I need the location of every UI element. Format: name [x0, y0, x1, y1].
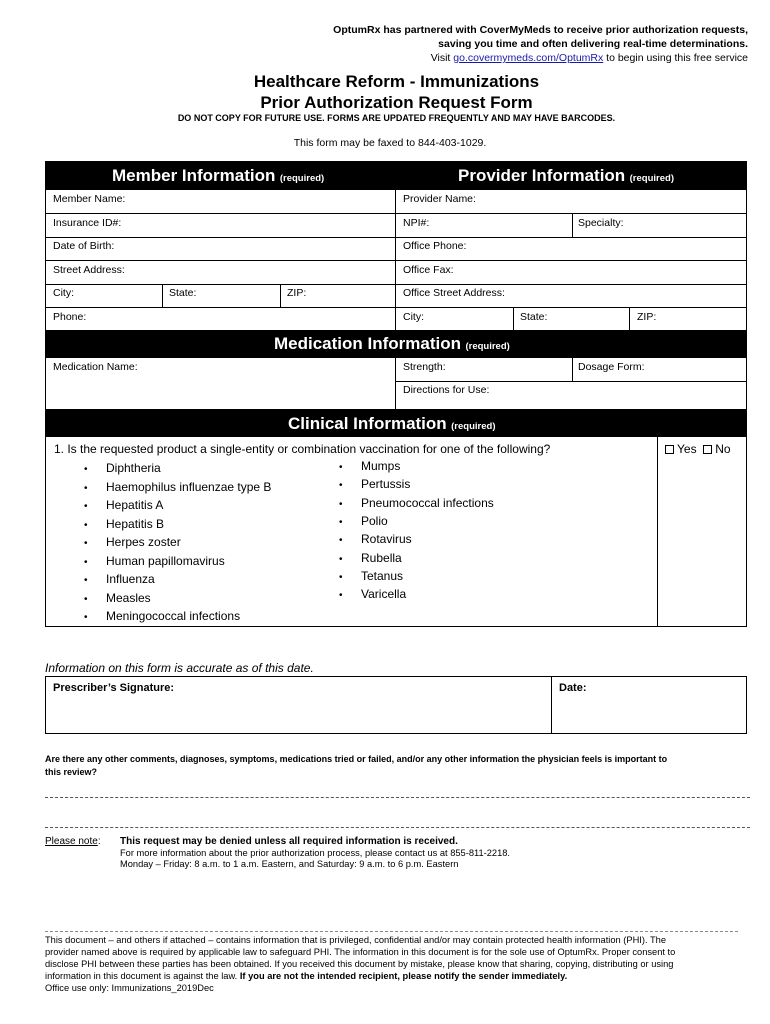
- footer-divider: [45, 931, 738, 932]
- confidentiality-line2: provider named above is required by applicable law to safeguard PHI. The information in this document is for the sole use of OptumRx. Proper consent to: [45, 947, 676, 957]
- vaccine-name: Rotavirus: [361, 532, 412, 547]
- member-state-field[interactable]: State:: [169, 287, 197, 299]
- vaccine-list-item: [84, 461, 161, 475]
- vaccine-list-item: [339, 496, 494, 510]
- clinical-required: (required): [451, 421, 496, 432]
- vaccine-list-item: [339, 551, 402, 565]
- partner-notice-line1: OptumRx has partnered with CoverMyMeds to receive prior authorization requests,: [333, 24, 748, 36]
- answer-options: [665, 442, 731, 456]
- provider-state-field[interactable]: State:: [520, 311, 548, 323]
- medication-heading: Medication Information: [274, 334, 461, 353]
- office-phone-field[interactable]: Office Phone:: [403, 240, 467, 252]
- office-fax-field[interactable]: Office Fax:: [403, 264, 454, 276]
- vaccine-list-item: [84, 572, 155, 586]
- medication-header: [46, 330, 746, 358]
- directions-field[interactable]: Directions for Use:: [403, 384, 490, 396]
- provider-name-field[interactable]: Provider Name:: [403, 193, 476, 205]
- copy-warning: DO NOT COPY FOR FUTURE USE. FORMS ARE UPDATED FREQUENTLY AND MAY HAVE BARCODES.: [177, 113, 616, 123]
- vaccine-name: Polio: [361, 513, 388, 528]
- specialty-field[interactable]: Specialty:: [578, 217, 624, 229]
- bullet-icon: •: [84, 501, 88, 512]
- partner-notice-line2: saving you time and often delivering real-time determinations.: [438, 38, 748, 50]
- bullet-icon: •: [84, 556, 88, 568]
- please-note-label: Please note:: [45, 836, 101, 847]
- member-phone-field[interactable]: Phone:: [53, 311, 87, 323]
- date-field[interactable]: Date:: [559, 682, 587, 694]
- bullet-icon: •: [339, 535, 343, 547]
- member-city-field[interactable]: City:: [53, 287, 74, 299]
- vaccine-list-item: [339, 532, 412, 546]
- yes-label: Yes: [677, 442, 697, 456]
- bullet-icon: •: [84, 519, 88, 531]
- member-name-field[interactable]: Member Name:: [53, 193, 126, 205]
- vaccine-name: Measles: [106, 590, 151, 605]
- vaccine-list-item: [84, 480, 271, 494]
- bullet-icon: •: [339, 480, 343, 492]
- bullet-icon: •: [84, 482, 88, 494]
- hours-info: Monday – Friday: 8 a.m. to 1 a.m. Eastern, and Saturday: 9 a.m. to 6 p.m. Eastern: [120, 859, 459, 869]
- bullet-icon: •: [84, 575, 88, 586]
- member-required: (required): [279, 173, 325, 184]
- confidentiality-line4: information in this document is against the law. If you are not the intended recipient, please notify the sender immediately.: [45, 971, 568, 981]
- provider-zip-field[interactable]: ZIP:: [637, 311, 657, 323]
- bullet-icon: •: [339, 462, 343, 473]
- medication-name-field[interactable]: Medication Name:: [53, 361, 138, 373]
- comments-question-line1: Are there any other comments, diagnoses, symptoms, medications tried or failed, and/or any other information the physician feels is important to: [45, 754, 668, 764]
- vaccine-name: Rubella: [361, 550, 402, 565]
- covermymeds-link[interactable]: go.covermymeds.com/OptumRx: [453, 52, 604, 64]
- denial-warning: This request may be denied unless all required information is received.: [120, 836, 458, 847]
- office-use-label: Office use only: Immunizations_2019Dec: [45, 983, 214, 993]
- clinical-header: [46, 409, 746, 437]
- provider-heading: Provider Information: [458, 166, 626, 185]
- vaccine-name: Herpes zoster: [106, 535, 181, 549]
- npi-field[interactable]: NPI#:: [403, 217, 430, 229]
- vaccine-list-item: [339, 514, 388, 528]
- partner-notice-line3: [431, 52, 748, 64]
- vaccine-name: Haemophilus influenzae type B: [106, 479, 272, 494]
- vaccine-list-item: [339, 459, 400, 473]
- vaccine-name: Diphtheria: [106, 461, 161, 475]
- provider-required: (required): [629, 173, 674, 184]
- vaccine-name: Hepatitis A: [106, 498, 164, 512]
- comments-question-line2: this review?: [45, 767, 98, 777]
- vaccine-list-item: [84, 535, 181, 549]
- office-street-field[interactable]: Office Street Address:: [403, 287, 505, 299]
- comments-line-1[interactable]: [45, 797, 750, 798]
- vaccine-list-item: [84, 609, 240, 623]
- clinical-heading: Clinical Information: [288, 414, 447, 433]
- fax-instruction: This form may be faxed to 844-403-1029.: [293, 137, 487, 149]
- date-of-birth-field[interactable]: Date of Birth:: [53, 240, 115, 252]
- vaccine-list-item: [339, 587, 406, 601]
- vaccine-name: Pertussis: [361, 477, 411, 492]
- accuracy-note: Information on this form is accurate as of this date.: [45, 661, 314, 675]
- vaccine-list-item: [339, 569, 403, 583]
- no-label: No: [715, 442, 731, 456]
- vaccine-list-item: [84, 517, 164, 531]
- vaccine-list-item: [84, 554, 225, 568]
- member-heading: Member Information: [112, 166, 276, 185]
- bullet-icon: •: [339, 590, 343, 602]
- vaccine-list-item: [84, 498, 163, 512]
- signature-box: [45, 676, 747, 734]
- medication-required: (required): [465, 341, 510, 352]
- bullet-icon: •: [339, 571, 343, 583]
- vaccine-name: Meningococcal infections: [106, 609, 241, 623]
- yes-checkbox[interactable]: [665, 445, 674, 454]
- request-form: [45, 161, 747, 627]
- contact-info: For more information about the prior authorization process, please contact us at 855-811-2218.: [120, 848, 511, 858]
- bullet-icon: •: [339, 516, 343, 528]
- bullet-icon: •: [339, 498, 343, 510]
- street-address-field[interactable]: Street Address:: [53, 264, 125, 276]
- bullet-icon: •: [84, 612, 88, 623]
- vaccine-name: Mumps: [361, 459, 401, 473]
- visit-suffix: to begin using this free service: [603, 52, 748, 64]
- bullet-icon: •: [84, 538, 88, 549]
- dosage-form-field[interactable]: Dosage Form:: [578, 361, 645, 373]
- provider-city-field[interactable]: City:: [403, 311, 424, 323]
- no-checkbox[interactable]: [703, 445, 712, 454]
- confidentiality-line3: disclose PHI between these parties has been obtained. If you received this document by mistake, please know that sharing, copying, distributing or using: [45, 959, 674, 969]
- vaccine-name: Influenza: [106, 572, 155, 586]
- vaccine-name: Varicella: [361, 587, 407, 602]
- vaccine-list-item: [339, 477, 410, 491]
- comments-line-2[interactable]: [45, 827, 750, 828]
- member-zip-field[interactable]: ZIP:: [287, 287, 307, 299]
- bullet-icon: •: [339, 553, 343, 565]
- vaccine-list-item: [84, 591, 151, 605]
- strength-field[interactable]: Strength:: [403, 361, 446, 373]
- vaccine-name: Tetanus: [361, 568, 404, 583]
- prescriber-signature-field[interactable]: Prescriber’s Signature:: [53, 682, 175, 694]
- confidentiality-line1: This document – and others if attached – contains information that is privileged, confidential and/or may contain protected health information (PHI). The: [45, 935, 666, 945]
- bullet-icon: •: [84, 464, 88, 475]
- visit-prefix: Visit: [430, 52, 454, 64]
- vaccine-name: Hepatitis B: [106, 516, 165, 531]
- form-title-line1: Healthcare Reform - Immunizations: [253, 72, 540, 91]
- form-title-line2: Prior Authorization Request Form: [260, 93, 533, 112]
- insurance-id-field[interactable]: Insurance ID#:: [53, 217, 122, 229]
- vaccine-name: Human papillomavirus: [106, 553, 225, 568]
- bullet-icon: •: [84, 593, 88, 605]
- vaccine-name: Pneumococcal infections: [361, 495, 494, 510]
- vaccine-question: 1. Is the requested product a single-entity or combination vaccination for one of the following?: [54, 442, 551, 456]
- member-provider-header: [46, 162, 746, 190]
